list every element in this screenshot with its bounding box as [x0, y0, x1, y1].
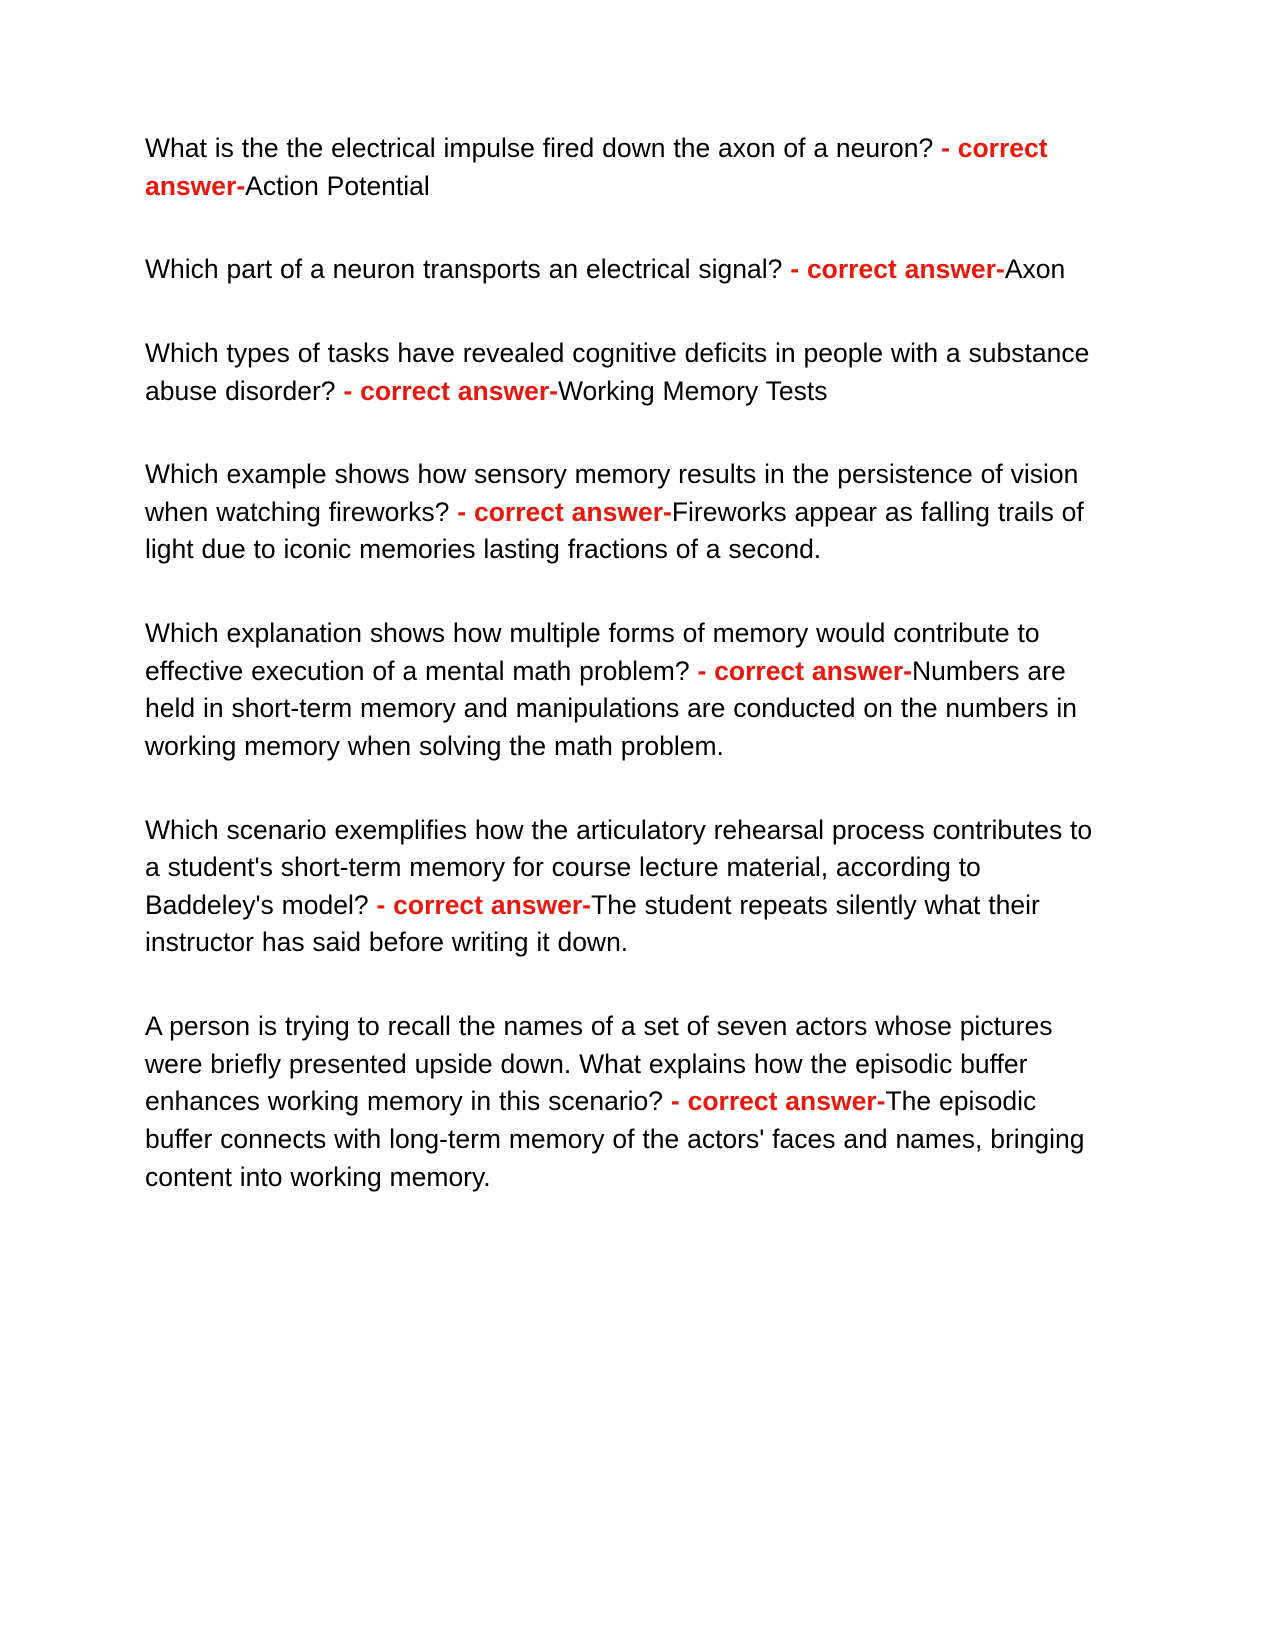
correct-answer-marker: - correct answer-	[449, 496, 672, 527]
answer-text: Fireworks appear as falling trails of light due to iconic memories lasting fractions of a second.	[145, 496, 1084, 565]
correct-answer-marker: - correct answer-	[335, 375, 558, 406]
correct-answer-marker: - correct answer-	[663, 1086, 886, 1117]
answer-text: Working Memory Tests	[557, 375, 828, 406]
answer-text: The student repeats silently what their instructor has said before writing it down.	[145, 889, 1040, 958]
answer-text: Numbers are held in short-term memory and manipulations are conducted on the numbers in working memory when solving the math problem.	[145, 655, 1078, 761]
document-body	[145, 130, 1095, 1196]
qa-item	[145, 130, 1095, 205]
correct-answer-marker: - correct answer-	[368, 889, 592, 920]
question-text: Which part of a neuron transports an electrical signal?	[145, 254, 783, 285]
answer-text: Axon	[1004, 254, 1066, 285]
qa-item	[145, 615, 1095, 766]
question-text: A person is trying to recall the names of a set of seven actors whose pictures were briefly presented upside down. What explains how the episodic buffer enhances working memory in this scenario?	[145, 1011, 1053, 1117]
qa-item	[145, 456, 1095, 569]
correct-answer-marker: - correct answer-	[689, 655, 913, 686]
question-text: What is the the electrical impulse fired down the axon of a neuron?	[145, 133, 934, 163]
correct-answer-marker: - correct answer-	[782, 254, 1005, 285]
qa-item	[145, 251, 1095, 289]
qa-item	[145, 335, 1095, 410]
question-text: Which explanation shows how multiple forms of memory would contribute to effective execution of a mental math problem?	[145, 618, 1040, 686]
qa-item	[145, 1008, 1095, 1196]
answer-text: The episodic buffer connects with long-term memory of the actors' faces and names, bringing content into working memory.	[145, 1086, 1085, 1192]
question-text: Which types of tasks have revealed cognitive deficits in people with a substance abuse disorder?	[145, 337, 1090, 406]
answer-text: Action Potential	[245, 170, 430, 201]
correct-answer-marker: - correct answer-	[145, 133, 1048, 201]
question-text: Which scenario exemplifies how the articulatory rehearsal process contributes to a student's short-term memory for course lecture material, according to Baddeley's model?	[145, 814, 1093, 920]
qa-item	[145, 812, 1095, 963]
question-text: Which example shows how sensory memory results in the persistence of vision when watching fireworks?	[145, 459, 1079, 527]
